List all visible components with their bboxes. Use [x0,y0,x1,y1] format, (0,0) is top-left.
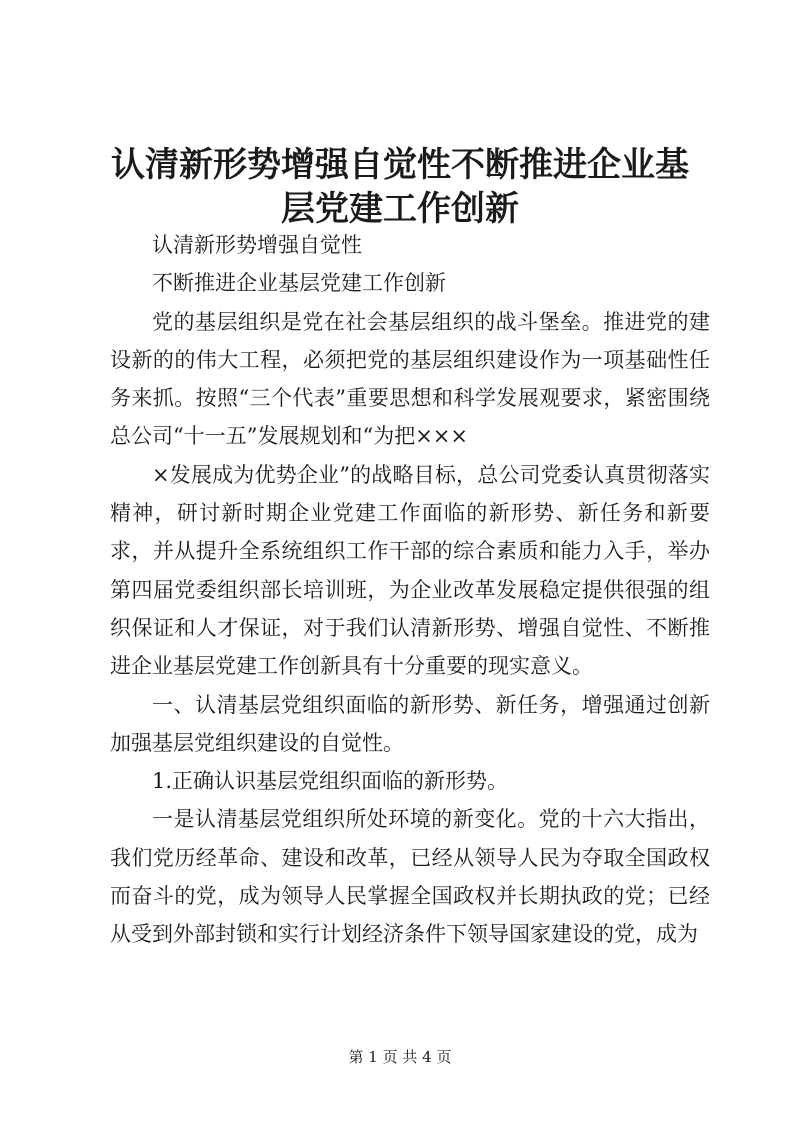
document-title: 认清新形势增强自觉性不断推进企业基层党建工作创新 [111,145,689,229]
paragraph-intro: 党的基层组织是党在社会基层组织的战斗堡垒。推进党的建设新的的伟大工程，必须把党的基层组织建设作为一项基础性任务来抓。按照“三个代表”重要思想和科学发展观要求，紧密围绕总公司“十一五”发展规划和“为把××× [110,309,710,449]
paragraph-strategy: ×发展成为优势企业”的战略目标，总公司党委认真贯彻落实精神，研讨新时期企业党建工作面临的新形势、新任务和新要求，并从提升全系统组织工作干部的综合素质和能力入手，举办第四届党委组织部长培训班，为企业改革发展稳定提供很强的组织保证和人才保证，对于我们认清新形势、增强自觉性、不断推进企业基层党建工作创新具有十分重要的现实意义。 [110,462,710,679]
subtitle-line-1: 认清新形势增强自觉性 [152,233,362,257]
section-heading-1: 一、认清基层党组织面临的新形势、新任务，增强通过创新加强基层党组织建设的自觉性。 [110,692,710,755]
subtitle-line-2: 不断推进企业基层党建工作创新 [152,271,446,296]
page-footer: 第 1 页 共 4 页 [348,1048,452,1066]
subsection-heading-1: 1.正确认识基层党组织面临的新形势。 [152,769,509,794]
document-body [110,226,710,954]
paragraph-point-1: 一是认清基层党组织所处环境的新变化。党的十六大指出，我们党历经革命、建设和改革，已经从领导人民为夺取全国政权而奋斗的党，成为领导人民掌握全国政权并长期执政的党；已经从受到外部封锁和实行计划经济条件下领导国家建设的党，成为 [110,807,710,947]
